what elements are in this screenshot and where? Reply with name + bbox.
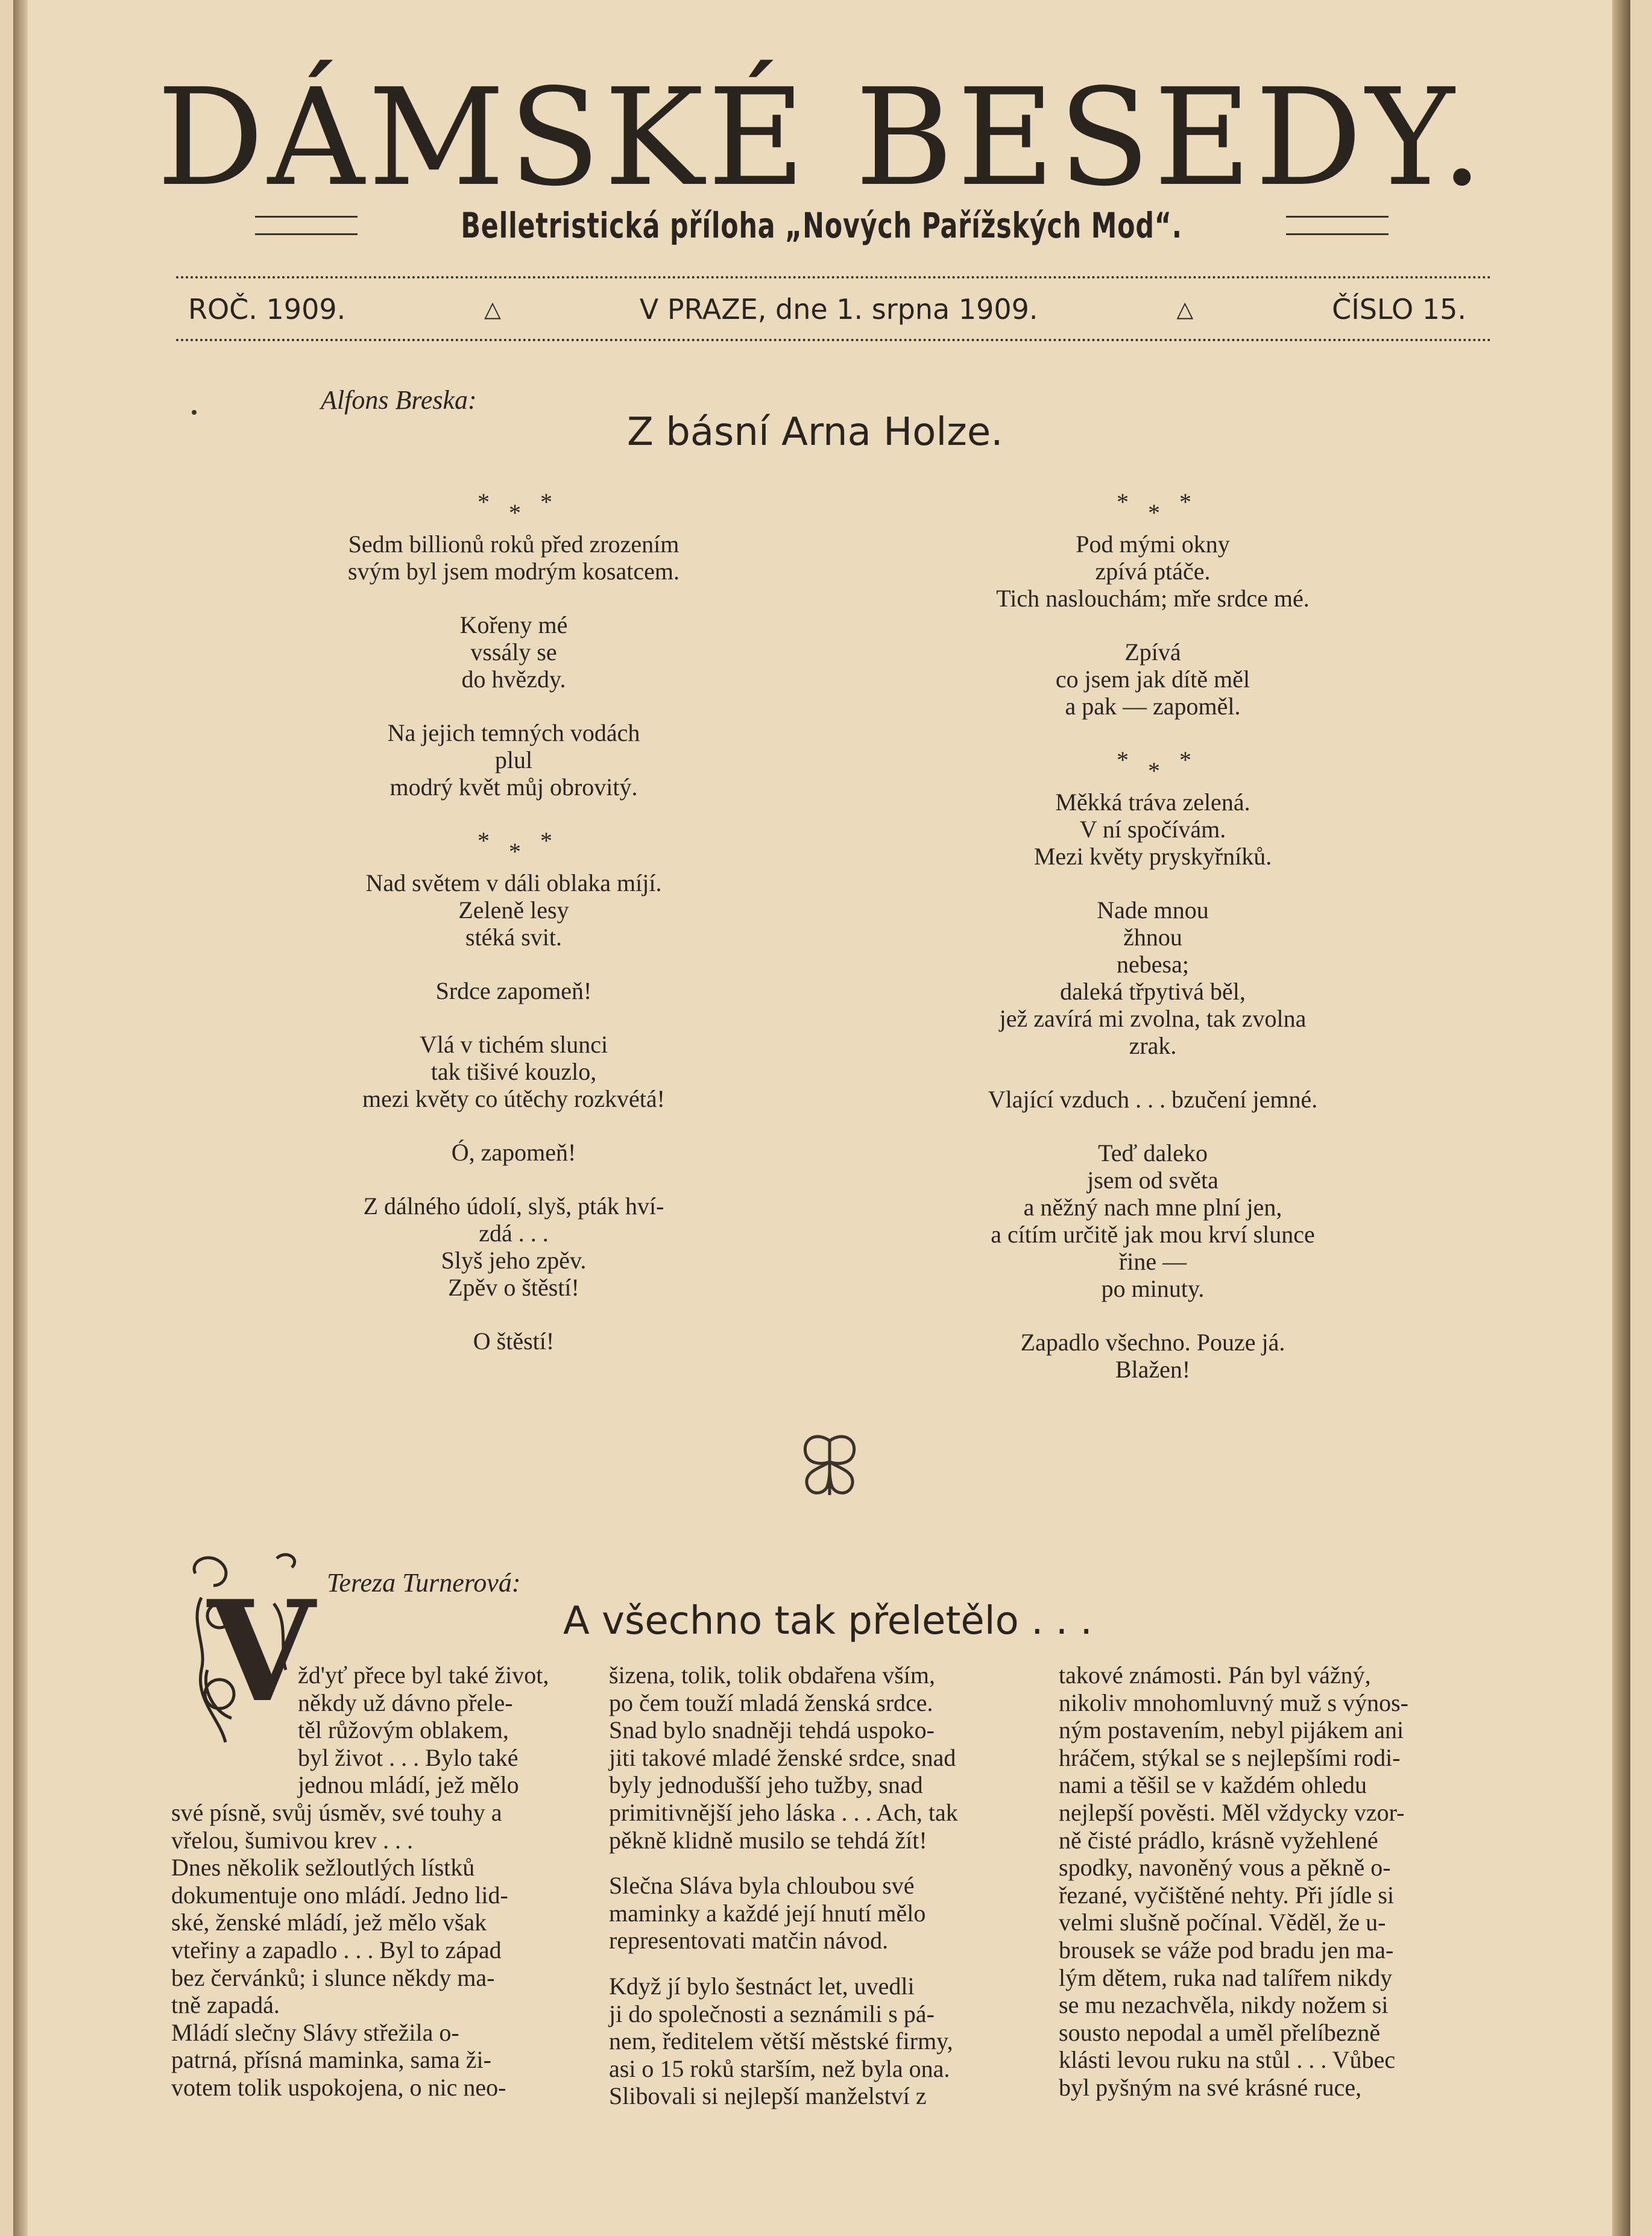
asterisk: * <box>1148 499 1160 526</box>
poem-line: Sedm billionů roků před zrozením <box>348 531 679 558</box>
poem-line: O štěstí! <box>473 1327 555 1355</box>
text-line: nem, ředitelem větší městské firmy, <box>609 2027 953 2055</box>
poem-line: zpívá ptáče. <box>1095 558 1211 585</box>
poem-line: jež zavírá mi zvolna, tak zvolna <box>999 1005 1307 1032</box>
poem-stanza <box>266 719 761 801</box>
asterism <box>266 827 761 869</box>
poem-stanza <box>887 1139 1418 1302</box>
asterisk: * <box>509 838 521 865</box>
poem-stanza <box>266 1327 761 1355</box>
text-line: někdy už dávno přele- <box>298 1689 513 1716</box>
poem-line: žhnou <box>1123 924 1182 951</box>
text-line: jednou mládí, jež mělo <box>298 1771 519 1799</box>
newspaper-page <box>13 0 1630 2236</box>
page-edge-left <box>13 0 28 2236</box>
poem-line: Slyš jeho zpěv. <box>441 1247 587 1274</box>
poem-line: mezi květy co útěchy rozkvétá! <box>362 1085 665 1112</box>
initial-letter: V <box>207 1570 315 1733</box>
poem-line: daleká třpytivá běl, <box>1060 978 1246 1005</box>
poem-stanza <box>266 1031 761 1112</box>
text-line: šizena, tolik, tolik obdařena vším, <box>609 1661 935 1689</box>
poem-stanza <box>266 531 761 585</box>
text-line: ji do společnosti a seznámili s pá- <box>609 2000 935 2027</box>
text-line: patrná, přísná maminka, sama ži- <box>171 2046 491 2074</box>
poem-line: Teď daleko <box>1098 1139 1208 1167</box>
poem-line: a pak — zapoměl. <box>1065 693 1241 720</box>
asterisk: * <box>1179 746 1191 773</box>
poem-stanza <box>266 1192 761 1301</box>
poem-line: po minuty. <box>1101 1275 1205 1302</box>
poem-line: co jsem jak dítě měl <box>1055 666 1250 693</box>
info-bar <box>188 293 1466 326</box>
text-line: primitivnější jeho láska . . . Ach, tak <box>609 1798 958 1826</box>
poem-stanza <box>887 1086 1418 1113</box>
text-line: žd'yť přece byl také život, <box>298 1661 549 1689</box>
poem-line: tak tišivé kouzlo, <box>430 1058 597 1085</box>
text-line: asi o 15 roků starším, než byla ona. <box>609 2055 950 2082</box>
text-line: nikoliv mnohomluvný muž s výnos- <box>1059 1689 1408 1716</box>
text-line: hráčem, stýkal se s nejlepšími rodi- <box>1059 1743 1401 1771</box>
text-line: bez červánků; i slunce někdy ma- <box>171 1964 495 1991</box>
text-line: ské, ženské mládí, jež mělo však <box>171 1909 487 1936</box>
poem-line: Ó, zapomeň! <box>451 1139 576 1166</box>
poem-line: Měkká tráva zelená. <box>1055 789 1250 816</box>
poem-line: Z dálného údolí, slyš, pták hví- <box>363 1192 664 1220</box>
subtitle-rule-right <box>1286 216 1389 235</box>
subtitle-rule-left <box>255 216 358 235</box>
poem-line: zdá . . . <box>479 1220 549 1247</box>
bottom-rule <box>176 339 1492 341</box>
poem-line: nebesa; <box>1117 951 1189 978</box>
masthead-title: DÁMSKÉ BESEDY. <box>156 60 1487 216</box>
speck <box>192 410 197 415</box>
triangle-ornament-icon: △ <box>1176 297 1194 322</box>
poem-line: Pod mými okny <box>1076 531 1230 558</box>
text-line: ně čisté prádlo, krásně vyžehlené <box>1059 1826 1378 1854</box>
text-line: representovati matčin návod. <box>609 1927 889 1954</box>
poem-line: a cítím určitě jak mou krví slunce <box>991 1221 1315 1248</box>
poetry-title: Z básní Arna Holze. <box>627 410 1003 455</box>
asterisk: * <box>1179 488 1191 515</box>
text-line: spodky, navoněný vous a pěkně o- <box>1059 1854 1391 1882</box>
poem-stanza <box>266 977 761 1004</box>
floral-ornament-icon <box>793 1429 866 1501</box>
text-line: nami a těšil se v každém ohledu <box>1059 1771 1367 1799</box>
text-line: velmi slušně počínal. Věděl, že u- <box>1059 1909 1386 1936</box>
poem-line: Blažen! <box>1115 1356 1191 1383</box>
text-line: sousto nepodal a uměl přelíbezně <box>1059 2018 1381 2046</box>
text-line: klásti levou ruku na stůl . . . Vůbec <box>1059 2046 1396 2074</box>
asterisk: * <box>478 827 490 854</box>
poem-line: vssály se <box>470 638 557 666</box>
text-line: Snad bylo snadněji tehdá uspoko- <box>609 1716 935 1744</box>
story-column-2 <box>609 1661 1042 2110</box>
asterisk: * <box>478 488 490 515</box>
poetry-author: Alfons Breska: <box>321 385 477 415</box>
asterisk: * <box>1148 757 1160 784</box>
poem-left-column <box>266 488 761 1381</box>
top-rule <box>176 276 1492 279</box>
poem-line: Zapadlo všechno. Pouze já. <box>1020 1329 1285 1356</box>
text-line: nejlepší pověsti. Měl vždycky vzor- <box>1059 1798 1405 1826</box>
poem-stanza <box>266 611 761 693</box>
asterism <box>266 488 761 531</box>
poem-line: plul <box>494 746 533 773</box>
poem-line: Zpívá <box>1124 638 1181 666</box>
poem-line: svým byl jsem modrým kosatcem. <box>348 558 679 585</box>
asterisk: * <box>540 488 552 515</box>
text-line: brousek se váže pod bradu jen ma- <box>1059 1936 1394 1964</box>
asterisk: * <box>509 499 521 526</box>
text-line: vřelou, šumivou krev . . . <box>171 1826 414 1854</box>
poem-line: Vlá v tichém slunci <box>419 1031 608 1058</box>
story-column-1 <box>171 1661 598 2102</box>
masthead-subtitle: Belletristická příloha „Nových Pařížských Mod“. <box>461 205 1183 246</box>
poem-line: Nad světem v dáli oblaka míjí. <box>365 869 662 896</box>
text-line: pěkně klidně musilo se tehdá žít! <box>609 1826 927 1854</box>
poem-line: Na jejich temných vodách <box>387 719 640 746</box>
poem-line: Vlající vzduch . . . bzučení jemné. <box>988 1086 1318 1113</box>
poem-line: Mezi květy pryskyřníků. <box>1033 843 1272 870</box>
subtitle-row <box>13 205 1630 246</box>
text-line: Dnes několik sežloutlých lístků <box>171 1854 475 1882</box>
asterism <box>887 746 1418 789</box>
text-line: řezané, vyčištěné nehty. Při jídle si <box>1059 1881 1395 1909</box>
page-edge-right <box>1612 0 1630 2236</box>
text-line: dokumentuje ono mládí. Jedno lid- <box>171 1881 508 1909</box>
story-column-3 <box>1059 1661 1487 2102</box>
poem-stanza <box>887 896 1418 1059</box>
issue-number: ČÍSLO 15. <box>1332 293 1466 326</box>
text-line: maminky a každé její hnutí mělo <box>609 1899 926 1927</box>
text-line: ným postavením, nebyl pijákem ani <box>1059 1716 1404 1744</box>
poem-line: Srdce zapomeň! <box>435 977 592 1004</box>
text-line: tně zapadá. <box>171 1991 280 2019</box>
text-line: těl růžovým oblakem, <box>298 1716 509 1744</box>
text-line: byly jednodušší jeho tužby, snad <box>609 1771 923 1799</box>
story-author: Tereza Turnerová: <box>327 1568 521 1598</box>
poem-right-column <box>887 488 1418 1409</box>
text-line: votem tolik uspokojena, o nic neo- <box>171 2073 506 2101</box>
poem-line: jsem od světa <box>1087 1167 1219 1194</box>
place-date: V PRAZE, dne 1. srpna 1909. <box>639 293 1038 326</box>
poem-stanza <box>266 869 761 951</box>
story-title: A všechno tak přeletělo . . . <box>563 1599 1092 1643</box>
poem-line: V ní spočívám. <box>1079 816 1226 843</box>
poem-stanza <box>887 789 1418 870</box>
poem-line: stéká svit. <box>465 924 562 951</box>
text-line: se mu nezachvěla, nikdy nožem si <box>1059 1991 1389 2019</box>
text-line: své písně, svůj úsměv, své touhy a <box>171 1798 502 1826</box>
poem-line: zrak. <box>1129 1032 1177 1059</box>
text-line: Když jí bylo šestnáct let, uvedli <box>609 1972 915 2000</box>
poem-line: Tich naslouchám; mře srdce mé. <box>996 585 1310 612</box>
asterisk: * <box>1117 488 1129 515</box>
asterisk: * <box>540 827 552 854</box>
poem-line: a něžný nach mne plní jen, <box>1023 1194 1282 1221</box>
asterism <box>887 488 1418 531</box>
asterisk: * <box>1117 746 1129 773</box>
volume-label: ROČ. 1909. <box>188 293 346 326</box>
poem-line: modrý květ můj obrovitý. <box>389 773 638 801</box>
poem-line: do hvězdy. <box>461 666 566 693</box>
poem-stanza <box>266 1139 761 1166</box>
poem-line: Zeleně lesy <box>458 896 569 924</box>
poem-line: Zpěv o štěstí! <box>448 1274 579 1301</box>
text-line: Slibovali si nejlepší manželství z <box>609 2082 927 2110</box>
text-line: byl pyšným na své krásné ruce, <box>1059 2073 1362 2101</box>
poem-line: Kořeny mé <box>459 611 568 638</box>
text-line: jiti takové mladé ženské srdce, snad <box>609 1743 956 1771</box>
poem-stanza <box>887 1329 1418 1383</box>
text-line: Slečna Sláva byla chloubou své <box>609 1872 915 1900</box>
text-line: vteřiny a zapadlo . . . Byl to západ <box>171 1936 502 1964</box>
text-line: takové známosti. Pán byl vážný, <box>1059 1661 1371 1689</box>
triangle-ornament-icon: △ <box>484 297 501 322</box>
text-line: byl život . . . Bylo také <box>298 1743 519 1771</box>
poem-line: řine — <box>1118 1248 1187 1275</box>
poem-stanza <box>887 531 1418 612</box>
poem-line: Nade mnou <box>1097 896 1209 924</box>
text-line: po čem touží mladá ženská srdce. <box>609 1689 933 1716</box>
text-line: Mládí slečny Slávy střežila o- <box>171 2018 459 2046</box>
text-line: lým dětem, ruka nad talířem nikdy <box>1059 1964 1393 1991</box>
poem-stanza <box>887 638 1418 720</box>
